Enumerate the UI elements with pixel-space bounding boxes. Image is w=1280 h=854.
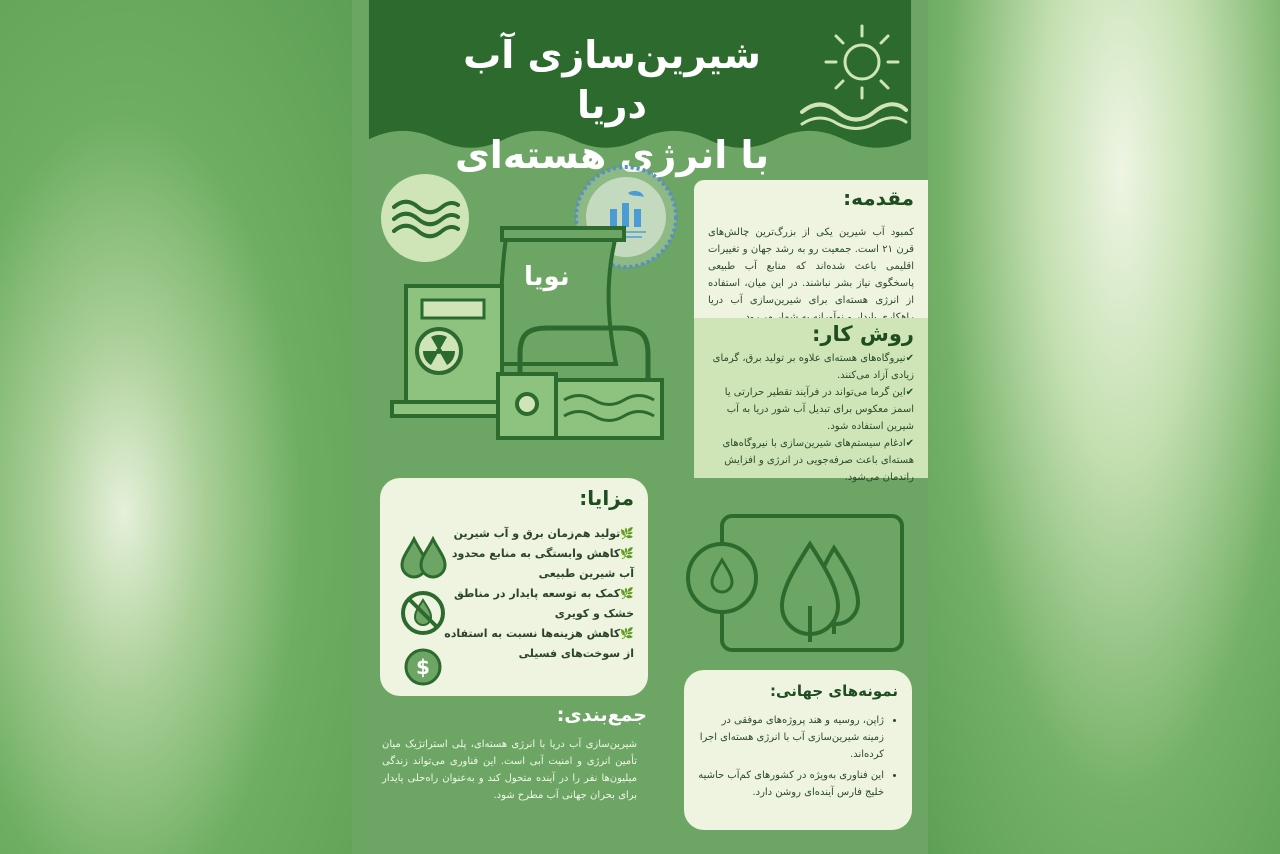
svg-text:$: $ <box>416 655 430 679</box>
list-item: ✔نیروگاه‌های هسته‌ای علاوه بر تولید برق، گرمای زیادی آزاد می‌کنند. <box>712 353 914 381</box>
radiation-icon <box>414 326 464 376</box>
check-icon: ✔ <box>905 438 914 449</box>
infographic-poster <box>352 0 928 854</box>
advantages-heading: مزایا: <box>579 486 634 510</box>
leaf-icon: 🌿 <box>620 587 634 600</box>
global-examples-list <box>698 712 898 801</box>
intro-heading: مقدمه: <box>843 186 914 210</box>
list-item: ✔این گرما می‌تواند در فرآیند تقطیر حرارتی یا اسمز معکوس برای تبدیل آب شور دریا به آب شیرین استفاده شود. <box>724 387 914 432</box>
sea-waves-icon <box>800 100 908 130</box>
background-right <box>928 0 1280 854</box>
conclusion-heading: جمع‌بندی: <box>556 704 647 726</box>
no-fossil-fuel-icon <box>400 590 446 636</box>
list-item: 🌿کاهش وابستگی به منابع محدود آب شیرین طبیعی <box>451 547 634 580</box>
list-item: ✔ادغام سیستم‌های شیرین‌سازی با نیروگاه‌های هسته‌ای باعث صرفه‌جویی در انرژی و افزایش راندمان می‌شود. <box>722 438 914 483</box>
title-line-2: با انرژی هسته‌ای <box>454 133 770 177</box>
global-examples-card <box>684 670 912 830</box>
intro-card <box>694 180 928 318</box>
list-item: 🌿کاهش هزینه‌ها نسبت به استفاده از سوخت‌های فسیلی <box>444 627 634 660</box>
check-icon: ✔ <box>905 387 914 398</box>
list-item: 🌿کمک به توسعه پایدار در مناطق خشک و کویری <box>454 587 634 620</box>
method-card <box>694 318 928 483</box>
global-examples-heading: نمونه‌های جهانی: <box>770 682 898 700</box>
plant-label: نویا <box>524 262 570 292</box>
background-left <box>0 0 352 854</box>
trees-icon <box>686 512 906 654</box>
leaf-icon: 🌿 <box>620 547 634 560</box>
list-item: • این فناوری به‌ویژه در کشورهای کم‌آب حاشیه خلیج فارس آینده‌ای روشن دارد. <box>698 767 884 801</box>
leaf-icon: 🌿 <box>620 527 634 540</box>
method-heading: روش کار: <box>811 322 914 346</box>
dollar-icon <box>404 648 442 686</box>
advantages-list <box>444 524 634 664</box>
sun-icon <box>822 22 902 102</box>
check-icon: ✔ <box>905 353 914 364</box>
title-line-1: شیرین‌سازی آب دریا <box>463 33 761 127</box>
intro-text: کمبود آب شیرین یکی از بزرگ‌ترین چالش‌های قرن ۲۱ است. جمعیت رو به رشد جهان و تغییرات اقلیمی باعث شده‌اند که منابع آب طبیعی پاسخگوی نیاز بشر نباشند. در این میان، استفاده از انرژی هسته‌ای برای شیرین‌سازی آب دریا <box>708 227 914 306</box>
water-drops-icon <box>400 535 448 581</box>
conclusion-text: شیرین‌سازی آب دریا با انرژی هسته‌ای، پلی استراتژیک میان تأمین انرژی و امنیت آبی است. این فناوری می‌تواند زندگی میلیون‌ها نفر را در آینده متحول کند و به‌عنوان راه‌حلی پایدار برای بحران جهانی آب مطرح شود. <box>382 739 637 801</box>
leaf-icon: 🌿 <box>620 627 634 640</box>
method-list <box>708 350 914 486</box>
list-item: 🌿تولید هم‌زمان برق و آب شیرین <box>453 527 634 540</box>
poster-title <box>422 30 802 180</box>
list-item: • ژاپن، روسیه و هند پروژه‌های موفقی در زمینه شیرین‌سازی آب با انرژی هسته‌ای اجرا کرده‌اند. <box>698 712 884 763</box>
